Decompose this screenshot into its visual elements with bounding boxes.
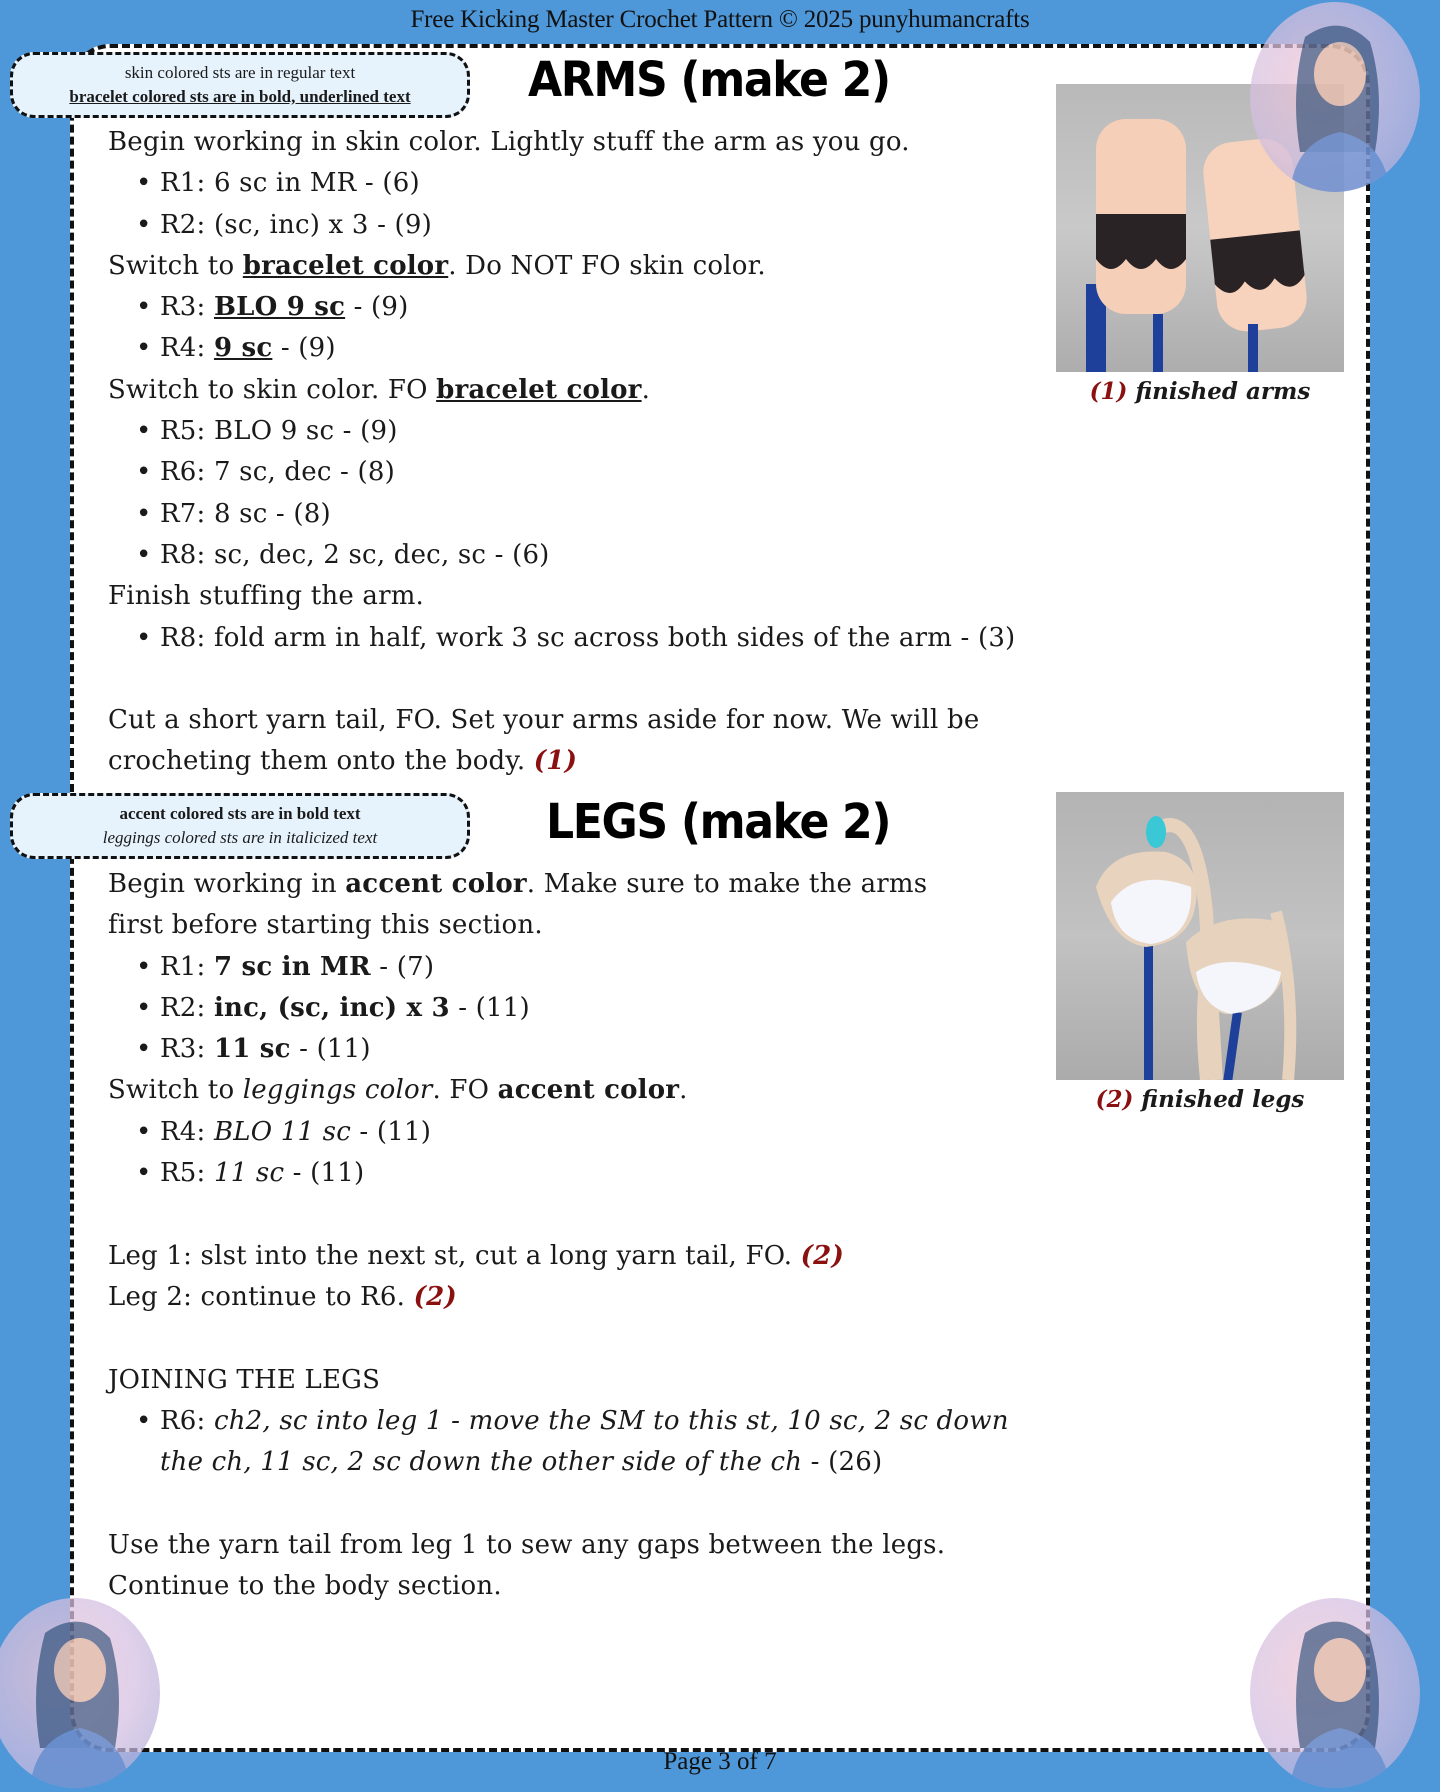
document-header-title: Free Kicking Master Crochet Pattern © 2025 punyhumancrafts xyxy=(410,6,1030,33)
legs-intro: Begin working in accent color. Make sure to make the arms xyxy=(108,869,928,899)
row-item: • R6: ch2, sc into leg 1 - move the SM to this st, 10 sc, 2 sc down the ch, 11 sc, 2 sc down the other side of the ch - (26) xyxy=(160,1401,1040,1484)
legs-instructions xyxy=(108,864,1040,1607)
row-item: • R7: 8 sc - (8) xyxy=(160,494,1015,535)
finished-legs-caption: (2) finished legs xyxy=(1095,1086,1305,1113)
legs-rows-4-5 xyxy=(108,1112,1040,1195)
page-number: Page 3 of 7 xyxy=(663,1748,777,1775)
arms-rows-3-4 xyxy=(108,287,1015,370)
legs-color-legend xyxy=(10,793,470,859)
row-item: • R4: 9 sc - (9) xyxy=(160,328,1015,369)
row-item: • R1: 6 sc in MR - (6) xyxy=(160,163,1015,204)
joining-rows xyxy=(108,1401,1040,1484)
leg-2-instruction: Leg 2: continue to R6. (2) xyxy=(108,1281,457,1312)
arms-intro: Begin working in skin color. Lightly stuff the arm as you go. xyxy=(108,127,910,157)
row-item: • R5: 11 sc - (11) xyxy=(160,1153,1040,1194)
legs-closing-1: Use the yarn tail from leg 1 to sew any gaps between the legs. xyxy=(108,1529,946,1560)
row-item: • R2: (sc, inc) x 3 - (9) xyxy=(160,205,1015,246)
arms-closing-2: crocheting them onto the body. (1) xyxy=(108,746,578,777)
arms-rows-1-2 xyxy=(108,163,1015,246)
punyhumancrafts-logo-top-right xyxy=(1250,2,1420,192)
arms-section-title: ARMS (make 2) xyxy=(528,52,890,108)
arms-switch-skin: Switch to skin color. FO bracelet color. xyxy=(108,374,651,405)
arms-row-fold xyxy=(108,618,1015,659)
finished-legs-photo xyxy=(1056,792,1344,1080)
row-item: • R6: 7 sc, dec - (8) xyxy=(160,452,1015,493)
arms-finish-stuffing: Finish stuffing the arm. xyxy=(108,581,425,612)
legs-section-title: LEGS (make 2) xyxy=(546,794,891,850)
crochet-legs-image xyxy=(1056,792,1344,1080)
legend-skin-line: skin colored sts are in regular text xyxy=(124,63,356,82)
legend-bracelet-line: bracelet colored sts are in bold, underlined text xyxy=(69,87,411,106)
legs-intro-2: first before starting this section. xyxy=(108,910,543,941)
avatar-illustration-icon xyxy=(1250,1598,1420,1788)
arms-closing-1: Cut a short yarn tail, FO. Set your arms aside for now. We will be xyxy=(108,705,980,736)
legs-switch-leggings: Switch to leggings color. FO accent color. xyxy=(108,1075,688,1106)
legend-accent-line: accent colored sts are in bold text xyxy=(119,804,361,823)
arms-rows-5-8 xyxy=(108,411,1015,576)
row-item: • R3: 11 sc - (11) xyxy=(160,1029,1040,1070)
avatar-illustration-icon xyxy=(1250,2,1420,192)
legs-rows-1-3 xyxy=(108,947,1040,1071)
figure-reference: (1) xyxy=(533,746,578,777)
leg-1-instruction: Leg 1: slst into the next st, cut a long yarn tail, FO. (2) xyxy=(108,1240,844,1271)
punyhumancrafts-logo-bottom-right xyxy=(1250,1598,1420,1788)
arms-switch-bracelet: Switch to bracelet color. Do NOT FO skin color. xyxy=(108,250,766,281)
row-item: • R2: inc, (sc, inc) x 3 - (11) xyxy=(160,988,1040,1029)
row-item: • R5: BLO 9 sc - (9) xyxy=(160,411,1015,452)
row-item: • R8: sc, dec, 2 sc, dec, sc - (6) xyxy=(160,535,1015,576)
row-item: • R8: fold arm in half, work 3 sc across both sides of the arm - (3) xyxy=(160,618,1015,659)
legs-closing-2: Continue to the body section. xyxy=(108,1571,502,1602)
arms-instructions xyxy=(108,122,1015,783)
row-item: • R4: BLO 11 sc - (11) xyxy=(160,1112,1040,1153)
joining-legs-heading: JOINING THE LEGS xyxy=(108,1364,381,1395)
row-item: • R3: BLO 9 sc - (9) xyxy=(160,287,1015,328)
arms-color-legend xyxy=(10,52,470,118)
row-item: • R1: 7 sc in MR - (7) xyxy=(160,947,1040,988)
legend-leggings-line: leggings colored sts are in italicized text xyxy=(102,828,378,847)
finished-arms-caption: (1) finished arms xyxy=(1089,378,1311,405)
figure-reference: (2) xyxy=(800,1240,844,1271)
figure-reference: (2) xyxy=(413,1281,457,1312)
